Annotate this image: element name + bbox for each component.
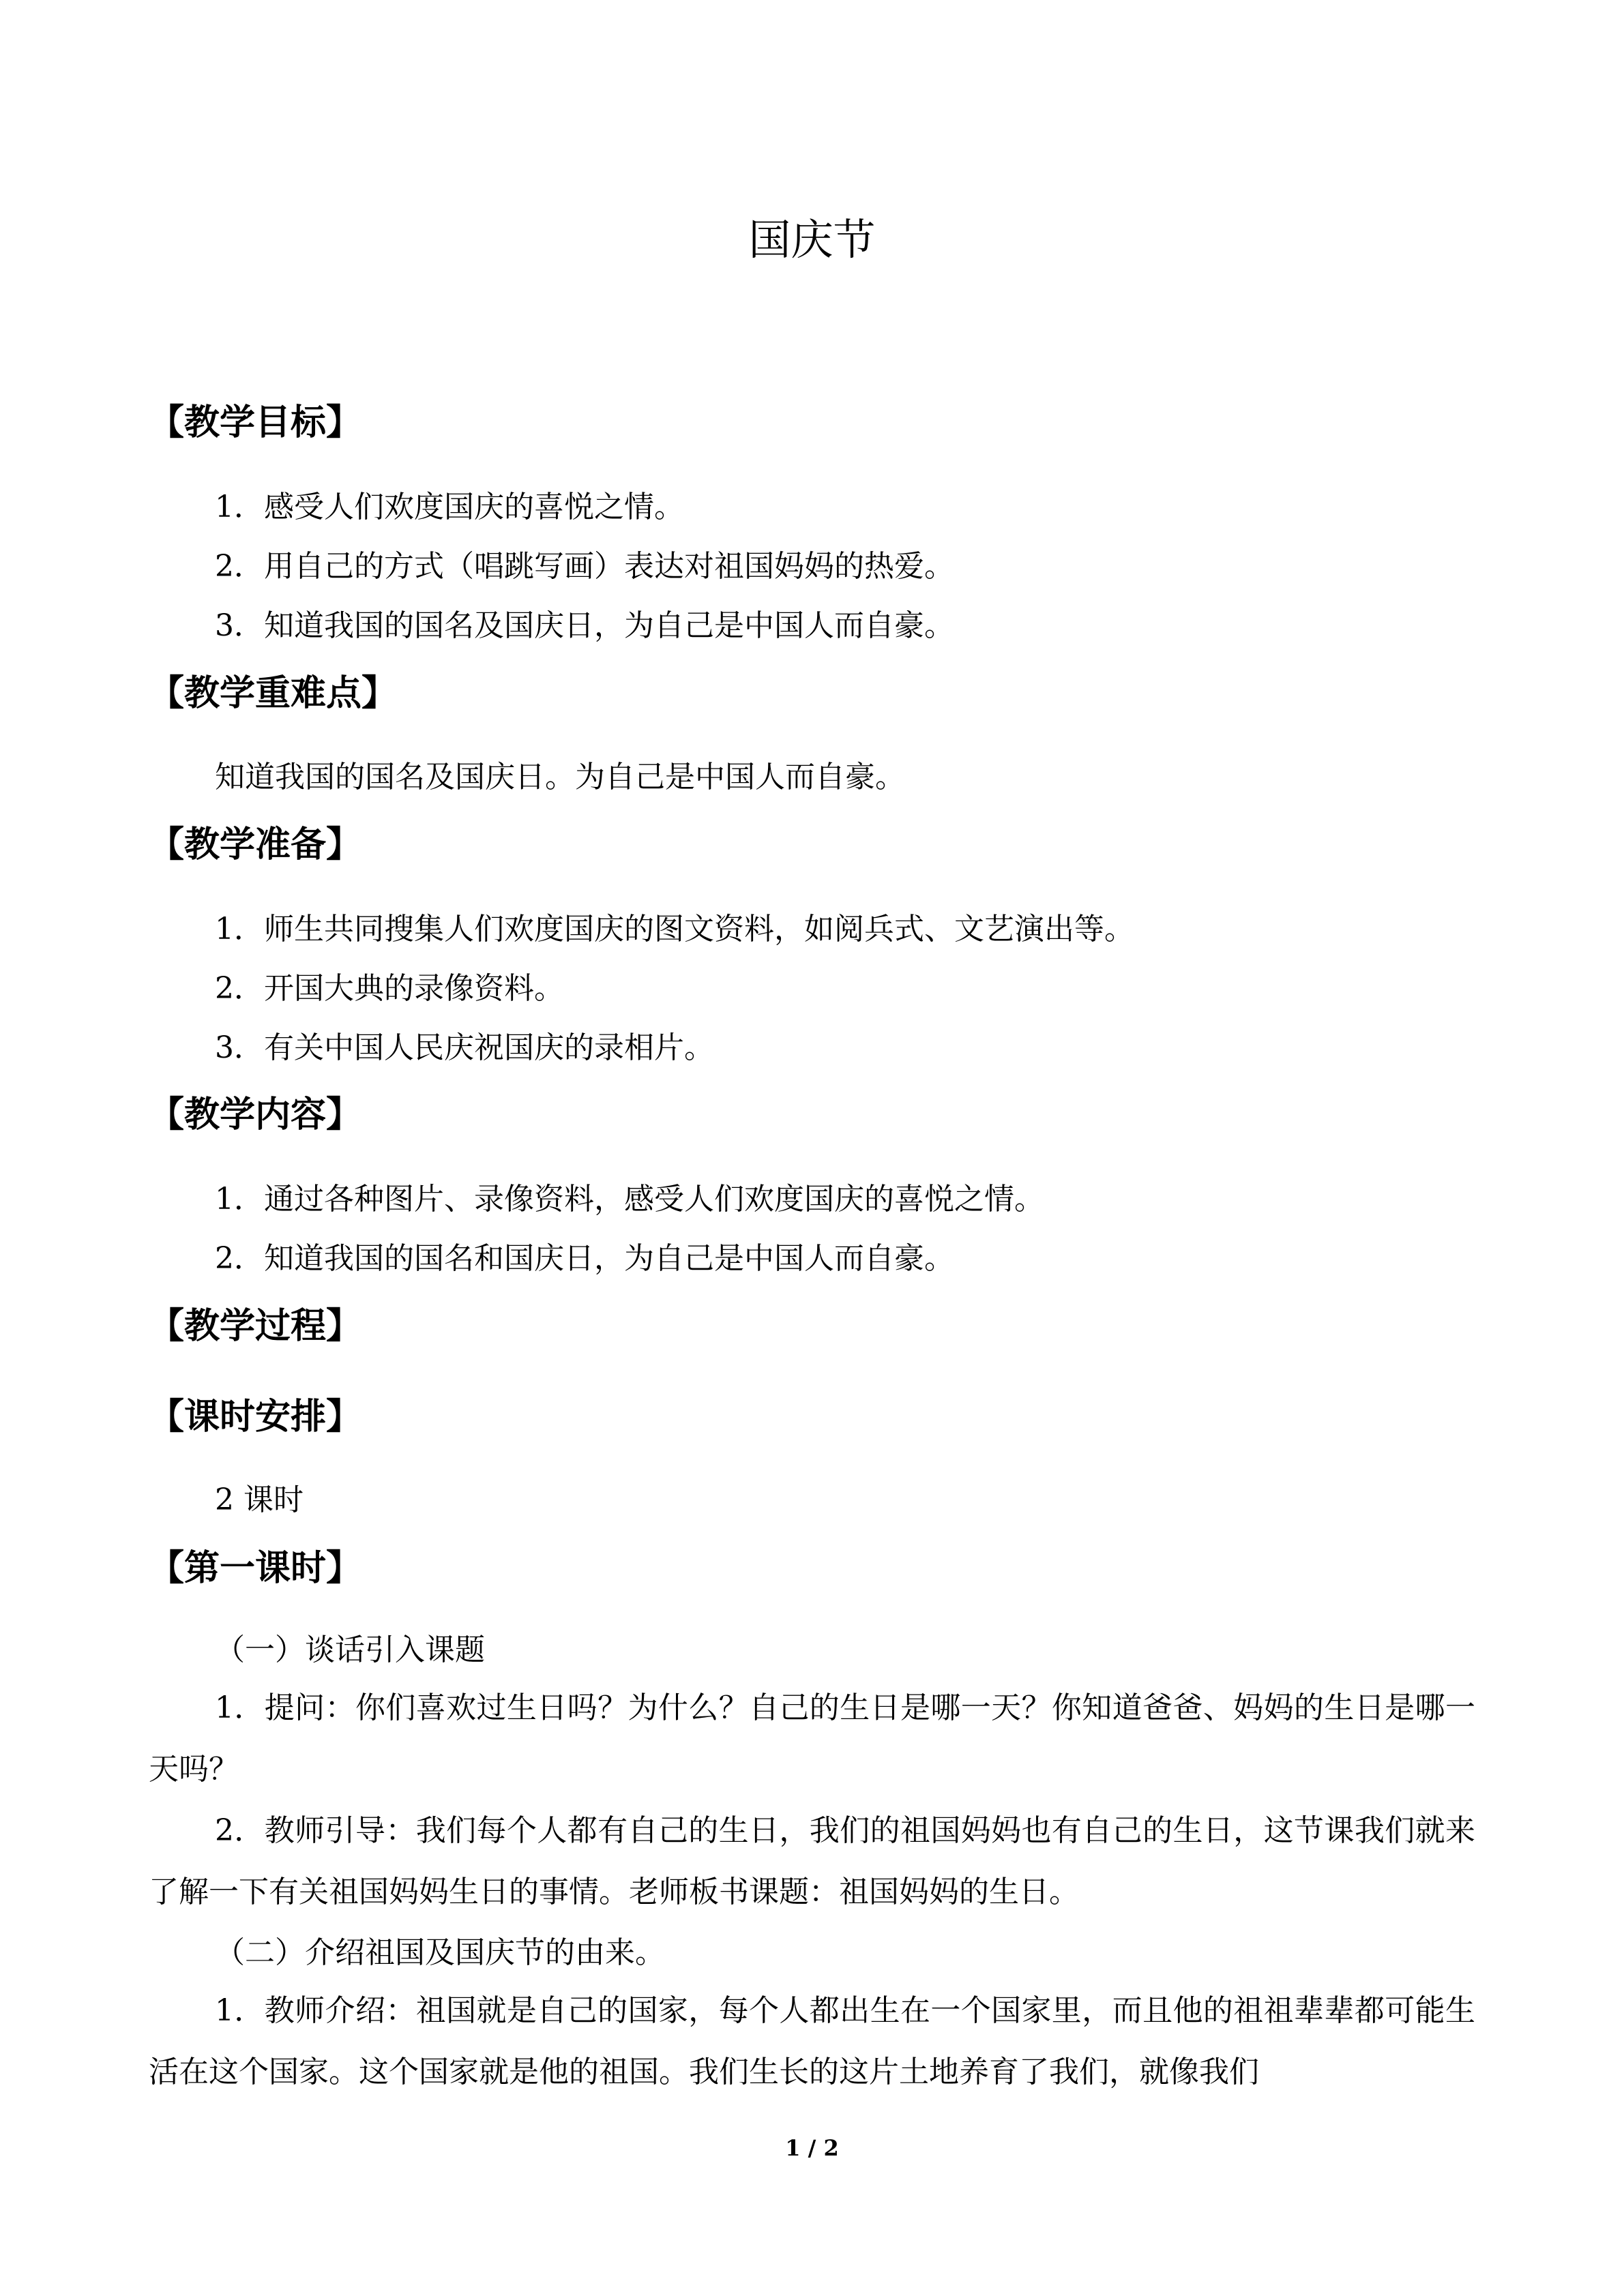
content-item-1: 1．通过各种图片、录像资料，感受人们欢度国庆的喜悦之情。 xyxy=(215,1182,1044,1217)
page-title: 国庆节 xyxy=(748,215,876,265)
lesson1-paragraph-1: 1．提问：你们喜欢过生日吗？为什么？自己的生日是哪一天？你知道爸爸、妈妈的生日是哪一天吗？ xyxy=(149,1690,1475,1787)
section-heading-key-points: 【教学重难点】 xyxy=(149,673,398,714)
section-heading-content: 【教学内容】 xyxy=(149,1094,362,1135)
preparation-item-3: 3．有关中国人民庆祝国庆的录相片。 xyxy=(215,1030,714,1065)
preparation-item-1: 1．师生共同搜集人们欢度国庆的图文资料，如阅兵式、文艺演出等。 xyxy=(215,912,1134,946)
section-heading-process: 【教学过程】 xyxy=(149,1306,362,1347)
lesson1-paragraph-2: 2．教师引导：我们每个人都有自己的生日，我们的祖国妈妈也有自己的生日，这节课我们就来了解一下有关祖国妈妈生日的事情。老师板书课题：祖国妈妈的生日。 xyxy=(149,1813,1475,1909)
key-points-text: 知道我国的国名及国庆日。为自己是中国人而自豪。 xyxy=(215,760,905,794)
section-heading-preparation: 【教学准备】 xyxy=(149,824,362,865)
content-item-2: 2．知道我国的国名和国庆日，为自己是中国人而自豪。 xyxy=(215,1241,954,1276)
goal-item-1: 1．感受人们欢度国庆的喜悦之情。 xyxy=(215,490,684,524)
section-heading-lesson1: 【第一课时】 xyxy=(149,1548,362,1589)
section-heading-goals: 【教学目标】 xyxy=(149,402,362,443)
goal-item-3: 3．知道我国的国名及国庆日，为自己是中国人而自豪。 xyxy=(215,608,954,643)
lesson1-paragraph-3: 1．教师介绍：祖国就是自己的国家，每个人都出生在一个国家里，而且他的祖祖辈辈都可能生活在这个国家。这个国家就是他的祖国。我们生长的这片土地养育了我们，就像我们 xyxy=(149,1993,1475,2089)
lesson1-subheading-2: （二）介绍祖国及国庆节的由来。 xyxy=(215,1935,665,1970)
lesson1-subheading-1: （一）谈话引入课题 xyxy=(215,1632,485,1667)
section-heading-schedule: 【课时安排】 xyxy=(149,1397,362,1437)
schedule-text: 2 课时 xyxy=(215,1482,304,1517)
page-number: 1 / 2 xyxy=(785,2135,839,2161)
preparation-item-2: 2．开国大典的录像资料。 xyxy=(215,971,564,1006)
goal-item-2: 2．用自己的方式（唱跳写画）表达对祖国妈妈的热爱。 xyxy=(215,549,954,584)
